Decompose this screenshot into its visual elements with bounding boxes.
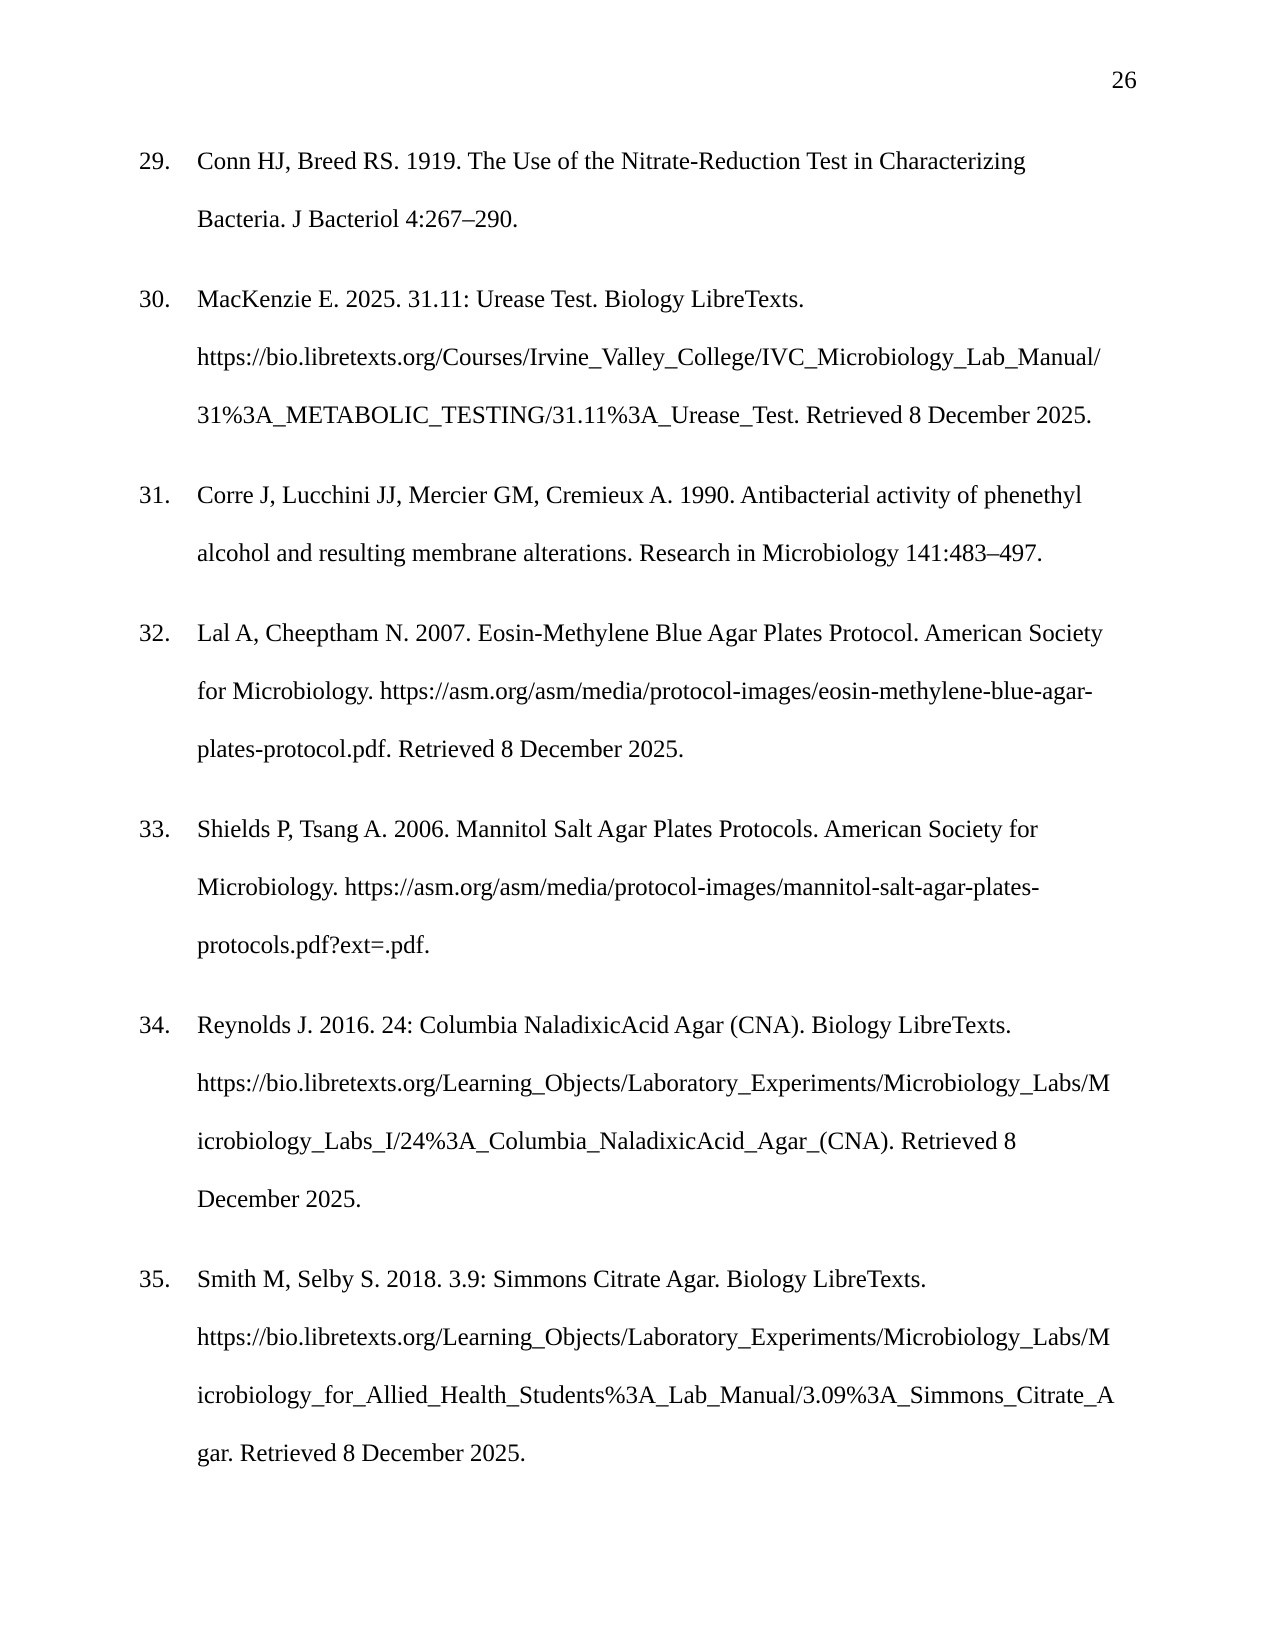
reference-text xyxy=(197,801,1084,975)
reference-number: 31. xyxy=(139,482,171,509)
reference-entry xyxy=(139,997,1111,1229)
reference-line: https://bio.libretexts.org/Learning_Objects/Laboratory_Experiments/Microbiology_Labs/M xyxy=(197,1324,1111,1351)
reference-entry xyxy=(139,801,1084,975)
reference-line: Microbiology. https://asm.org/asm/media/protocol-images/mannitol-salt-agar-plates- xyxy=(197,874,1040,901)
reference-line: Lal A, Cheeptham N. 2007. Eosin-Methylene Blue Agar Plates Protocol. American Society xyxy=(197,620,1103,647)
reference-line: December 2025. xyxy=(197,1186,362,1213)
reference-number: 32. xyxy=(139,620,171,647)
reference-line: Conn HJ, Breed RS. 1919. The Use of the Nitrate-Reduction Test in Characterizing xyxy=(197,148,1026,175)
reference-text xyxy=(197,1251,1115,1483)
reference-number: 30. xyxy=(139,286,171,313)
reference-line: https://bio.libretexts.org/Learning_Objects/Laboratory_Experiments/Microbiology_Labs/M xyxy=(197,1070,1111,1097)
reference-line: icrobiology_for_Allied_Health_Students%3A_Lab_Manual/3.09%3A_Simmons_Citrate_A xyxy=(197,1382,1115,1409)
reference-number: 29. xyxy=(139,148,171,175)
reference-entry xyxy=(139,1251,1115,1483)
reference-line: protocols.pdf?ext=.pdf. xyxy=(197,932,431,959)
reference-list xyxy=(139,133,1115,1505)
reference-line: Corre J, Lucchini JJ, Mercier GM, Cremieux A. 1990. Antibacterial activity of phenethyl xyxy=(197,482,1083,509)
reference-line: plates-protocol.pdf. Retrieved 8 December 2025. xyxy=(197,736,685,763)
reference-line: 31%3A_METABOLIC_TESTING/31.11%3A_Urease_Test. Retrieved 8 December 2025. xyxy=(197,402,1092,429)
page-number: 26 xyxy=(1111,67,1137,94)
reference-text xyxy=(197,271,1101,445)
reference-line: for Microbiology. https://asm.org/asm/media/protocol-images/eosin-methylene-blue-agar- xyxy=(197,678,1093,705)
reference-number: 33. xyxy=(139,816,171,843)
reference-text xyxy=(197,997,1110,1229)
reference-entry xyxy=(139,271,1101,445)
reference-entry xyxy=(139,133,1084,249)
reference-line: MacKenzie E. 2025. 31.11: Urease Test. Biology LibreTexts. xyxy=(197,286,805,313)
reference-line: gar. Retrieved 8 December 2025. xyxy=(197,1440,526,1467)
reference-line: https://bio.libretexts.org/Courses/Irvine_Valley_College/IVC_Microbiology_Lab_Manual/ xyxy=(197,344,1101,371)
reference-line: Reynolds J. 2016. 24: Columbia NaladixicAcid Agar (CNA). Biology LibreTexts. xyxy=(197,1012,1012,1039)
reference-entry xyxy=(139,605,1103,779)
reference-number: 35. xyxy=(139,1266,171,1293)
reference-line: alcohol and resulting membrane alterations. Research in Microbiology 141:483–497. xyxy=(197,540,1043,567)
reference-line: icrobiology_Labs_I/24%3A_Columbia_NaladixicAcid_Agar_(CNA). Retrieved 8 xyxy=(197,1128,1017,1155)
reference-line: Bacteria. J Bacteriol 4:267–290. xyxy=(197,206,519,233)
reference-line: Smith M, Selby S. 2018. 3.9: Simmons Citrate Agar. Biology LibreTexts. xyxy=(197,1266,927,1293)
reference-entry xyxy=(139,467,1084,583)
reference-text xyxy=(197,605,1103,779)
reference-line: Shields P, Tsang A. 2006. Mannitol Salt Agar Plates Protocols. American Society for xyxy=(197,816,1038,843)
reference-text xyxy=(197,467,1084,583)
reference-number: 34. xyxy=(139,1012,171,1039)
reference-text xyxy=(197,133,1084,249)
